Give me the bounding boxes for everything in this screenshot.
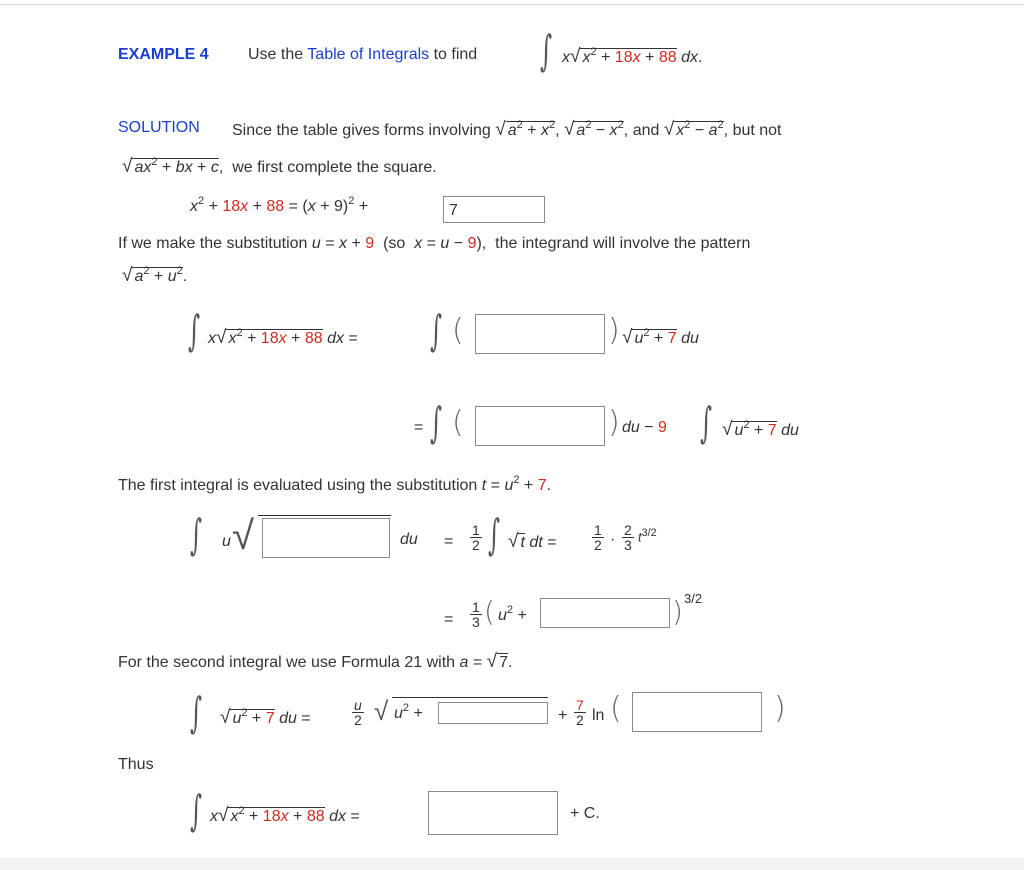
radical-u2-7: √ $u^2 + 7$ du — [622, 327, 699, 348]
top-divider — [0, 4, 1024, 5]
table-of-integrals-link[interactable]: Table of Integrals — [307, 46, 430, 63]
right-paren: ) — [608, 405, 620, 440]
coef-18: 18 — [614, 49, 633, 66]
radical-sign: √ — [232, 514, 254, 558]
left-paren: ( — [484, 595, 495, 628]
second-integral-line: For the second integral we use Formula 21 with a = √ 7. — [118, 651, 513, 672]
solution-label: SOLUTION — [118, 119, 200, 136]
substitution-line: If we make the substitution u = x + 9 (so x = u − 9), the integrand will involve the pattern — [118, 235, 751, 252]
u-over-2-fraction: $\frac{u}{2}$ — [354, 697, 362, 728]
example-text-after: to find — [433, 46, 478, 63]
integral-sign: ∫ — [190, 786, 203, 835]
integral-sign: ∫ — [700, 398, 713, 447]
integral-sign: ∫ — [190, 688, 203, 737]
expression-field-b[interactable] — [475, 406, 605, 446]
seven-halves-fraction: $\frac{7}{2}$ — [576, 697, 584, 728]
bottom-bar — [0, 857, 1024, 870]
ln-text: ln — [592, 707, 605, 724]
example-intro — [248, 47, 477, 63]
radical-u2-7: √ $u^2 + 7$ du — [722, 419, 799, 440]
left-paren: ( — [610, 691, 622, 726]
u2-plus: $u^2$ + — [394, 702, 423, 722]
du-text: du — [400, 531, 418, 548]
lhs-integral: x√ $x^2 + 18x + 88$ dx = — [208, 327, 358, 348]
coef-88: 88 — [658, 49, 677, 66]
dot: · — [610, 531, 616, 548]
integral-sign: ∫ — [188, 306, 201, 355]
plus-sign: + — [558, 707, 568, 724]
solution-line2: √ $ax^2$ + bx + c, we first complete the square. — [122, 156, 437, 177]
constant-field-e[interactable] — [438, 702, 548, 724]
one-third-fraction: $\frac{1}{3}$ — [472, 599, 480, 630]
constant-field-d[interactable] — [540, 598, 670, 628]
second-integral-text: For the second integral we use Formula 21 with — [118, 654, 456, 671]
first-integral-line: The first integral is evaluated using the substitution $t = u^2 + 7$. — [118, 474, 552, 494]
radical-overline — [392, 697, 548, 698]
radical-overline — [258, 515, 391, 516]
integral-sign: ∫ — [430, 306, 443, 355]
left-paren: ( — [452, 405, 464, 440]
two-thirds-fraction: $\frac{2}{3}$ — [624, 522, 632, 553]
final-lhs-integral: x√ $x^2 + 18x + 88$ dx = — [210, 805, 360, 826]
target-integral: x√ $x^2 + 18x + 88$ dx. — [562, 46, 703, 67]
pattern-radical: √ $a^2 + u^2$. — [122, 265, 188, 286]
one-half-fraction: $\frac{1}{2}$ — [594, 522, 602, 553]
thus-label: Thus — [118, 756, 154, 773]
example-text-before: Use the — [248, 46, 304, 63]
equals-sign: = — [444, 533, 454, 550]
square-equation: $x^2 + 18x + 88 = (x + 9)^2$ + — [190, 195, 369, 215]
square-constant-field[interactable] — [443, 196, 545, 223]
left-paren: ( — [452, 313, 464, 348]
pattern-text: the integrand will involve the pattern — [495, 235, 751, 252]
plus-c-text: + C. — [570, 805, 600, 822]
and-text: and — [632, 122, 660, 139]
u2-plus: $u^2$ + — [498, 604, 527, 624]
equals-sign: = — [444, 611, 454, 628]
sqrt-7-value: 7 — [499, 654, 508, 671]
substitution-text: If we make the substitution — [118, 235, 308, 252]
radicand-field-c[interactable] — [262, 518, 390, 558]
but-not-text: but not — [732, 122, 782, 139]
right-paren: ) — [608, 313, 620, 348]
t-three-halves: $t^{3/2}$ — [638, 527, 657, 545]
u-variable: u — [222, 533, 231, 550]
example-label: EXAMPLE 4 — [118, 46, 209, 63]
integral-sign: ∫ — [430, 398, 443, 447]
first-integral-text: The first integral is evaluated using the substitution — [118, 477, 478, 494]
integral-sign: ∫ — [540, 26, 553, 75]
square-constant-value: 7 — [449, 202, 458, 219]
integral-sign: ∫ — [190, 510, 203, 559]
final-answer-field[interactable] — [428, 791, 558, 835]
complete-square-text: we first complete the square. — [232, 159, 437, 176]
right-paren: ) — [672, 595, 683, 628]
expression-field-a[interactable] — [475, 314, 605, 354]
equals-sign: = — [414, 419, 424, 436]
radical-u2-7: √ $u^2 + 7$ du = — [220, 707, 311, 728]
du-minus-9: du − 9 — [622, 419, 667, 436]
one-half-fraction: $\frac{1}{2}$ — [472, 522, 480, 553]
log-argument-field-f[interactable] — [632, 692, 762, 732]
solution-line1-text: Since the table gives forms involving — [232, 122, 491, 139]
integral-sign: ∫ — [488, 510, 501, 559]
exponent-3-2: 3/2 — [684, 591, 703, 606]
sqrt-t-dt: √ t dt = — [508, 531, 557, 552]
radical-sign: √ — [374, 696, 389, 726]
solution-line1: Since the table gives forms involving √ $a^2 + x^2$, √ $a^2 - x^2$, and √ $x^2 - a^2$, but not — [232, 119, 782, 140]
right-paren: ) — [774, 691, 786, 726]
